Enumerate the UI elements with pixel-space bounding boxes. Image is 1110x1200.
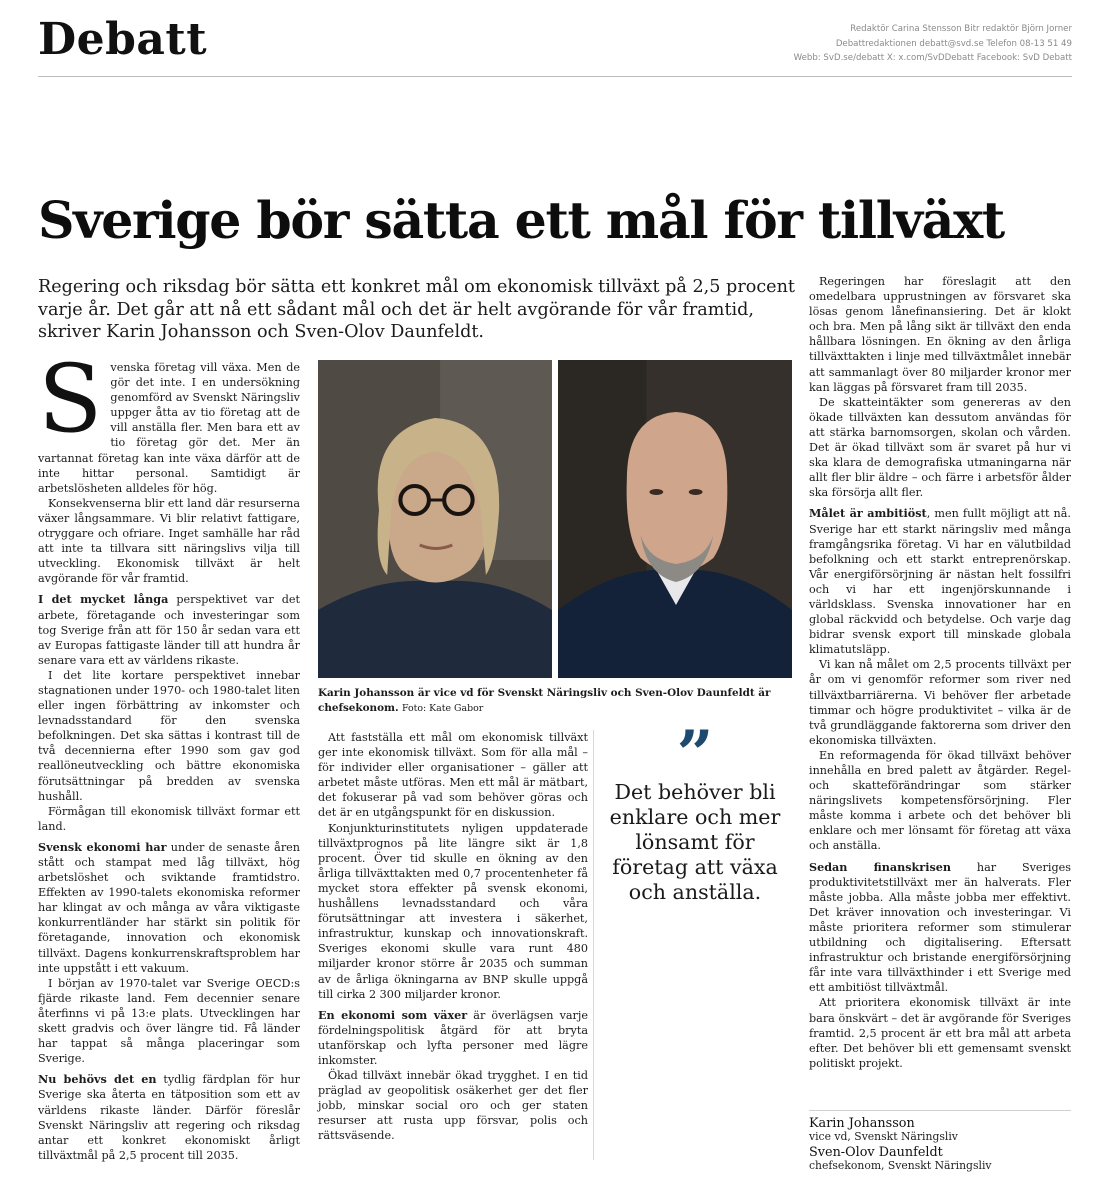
drop-cap: S (38, 345, 103, 454)
portrait-man-illustration (558, 360, 792, 678)
article-ingress: Regering och riksdag bör sätta ett konkret mål om ekonomisk tillväxt på 2,5 procent varje år. Det går att nå ett sådant mål och det är helt avgörande för vår framtid, skriver Karin Johansson och Sven-Olov Daunfeldt. (38, 277, 795, 342)
pull-quote-text: Det behöver bli enklare och mer lönsamt för företag att växa och anställa. (609, 780, 781, 904)
body-paragraph: Ökad tillväxt innebär ökad trygghet. I en tid präglad av geopolitisk osäkerhet ger det fler jobb, minskar social oro och ger staten resurser att rusta upp försvar, polis och rättsväsende. (318, 1069, 588, 1143)
body-paragraph: I det mycket långa perspektivet var det arbete, företagande och investeringar som tog Sverige från att för 150 år sedan vara ett av Europas fattigaste länder till att hundra år senare vara ett av världens rikaste. (38, 592, 300, 667)
column-divider (593, 730, 594, 1160)
body-paragraph: Vi kan nå målet om 2,5 procents tillväxt per år om vi genomför reformer som river ned tillväxtbarriärerna. Vi behöver fler arbetade timmar och högre produktivitet – vilka är de två grundläggande faktorerna som driver den ekonomiska tillväxten. (809, 658, 1071, 747)
article-headline: Sverige bör sätta ett mål för tillväxt (38, 191, 1004, 250)
body-paragraph: En reformagenda för ökad tillväxt behöver innehålla en bred palett av åtgärder. Regel- och skatteförändringar som stärker näringslivets kompetensförsörjning. Fler måste komma i arbete och det behöver bli enklare och mer lönsamt för företag att växa och anställa. (809, 748, 1071, 853)
body-paragraph: Svenska företag vill växa. Men de gör det inte. I en undersökning genomförd av Svenskt Näringsliv uppger åtta av tio företag att de vill anställa fler. Men bara ett av tio företag gör det. Mer än vartannat företag kan inte växa därför att de inte hittar personal. Samtidigt är arbetslösheten alldeles för hög. (38, 345, 300, 495)
body-paragraph: Målet är ambitiöst, men fullt möjligt att nå. Sverige har ett starkt näringsliv med många framgångsrika företag. Vi har en välutbildad befolkning och ett starkt entreprenörskap. Vår energiförsörjning är nästan helt fossilfri och vi har ett ingenjörskunnande i världsklass. Svenska innovationer har en global räckvidd och betydelse. Och varje dag bidrar svensk export till minskade globala klimatutsläpp. (809, 506, 1071, 657)
body-paragraph: De skatteintäkter som genereras av den ökade tillväxten kan dessutom användas för att stärka barnomsorgen, skolan och vården. Det är ökad tillväxt som är svaret på hur vi ska klara de demografiska utmaningarna när allt fler blir äldre – och färre i arbetsför ålder ska försörja allt fler. (809, 395, 1071, 500)
photo-sven-olov-daunfeldt (558, 360, 792, 678)
author-title: vice vd, Svenskt Näringsliv (809, 1130, 958, 1143)
body-paragraph: I det lite kortare perspektivet innebar stagnationen under 1970- och 1980-talet liten eller ingen förbättring av inkomster och levnadsstandard för den svenska befolkningen. Det ska sättas i kontrast till de två decennierna efter 1990 som gav god reallöneutveckling och bättre ekonomiska förutsättningar på bredden av svenska hushåll. (38, 668, 300, 803)
body-paragraph: Regeringen har föreslagit att den omedelbara upprustningen av försvaret ska lösas genom lånefinansiering. Det är klokt och bra. Men på lång sikt är tillväxt den enda hållbara lösningen. En ökning av den årliga tillväxttakten i linje med tillväxtmålet innebär att sammanlagt över 80 miljarder kronor mer kan läggas på försvaret fram till 2035. (809, 275, 1071, 394)
photo-karin-johansson (318, 360, 552, 678)
article-column-1 (38, 345, 301, 1163)
body-paragraph: En ekonomi som växer är överlägsen varje fördelningspolitisk åtgärd för att bryta utanförskap och lyfta personer med lägre inkomster. (318, 1007, 588, 1067)
photo-credit: Foto: Kate Gabor (401, 703, 484, 714)
paragraph-lead: Nu behövs det en (38, 1072, 157, 1087)
body-paragraph: Nu behövs det en tydlig färdplan för hur Sverige ska återta en tätposition som ett av världens rikaste länder. Därför föreslår Svenskt Näringsliv att regering och riksdag antar ett konkret ekonomiskt årligt tillväxtmål på 2,5 procent till 2035. (38, 1072, 301, 1162)
author-title: chefsekonom, Svenskt Näringsliv (809, 1158, 992, 1172)
editorial-social-line: Webb: SvD.se/debatt X: x.com/SvDDebatt Facebook: SvD Debatt (793, 53, 1072, 63)
body-paragraph: Sedan finanskrisen har Sveriges produktivitetstillväxt mer än halverats. Fler måste jobba. Alla måste jobba mer effektivt. Det kräver innovation och investeringar. Vi måste prioritera reformer som stimulerar utbildning och digitalisering. Eftersatt infrastruktur och bristande energiförsörjning får inte vara tillväxthinder i ett Sverige med ett ambitiöst tillväxtmål. (809, 859, 1071, 995)
article-column-3 (809, 274, 1071, 1071)
portrait-woman-illustration (318, 360, 552, 678)
body-paragraph: Att prioritera ekonomisk tillväxt är inte bara önskvärt – det är avgörande för Sveriges framtid. 2,5 procent är ett bra mål att arbeta efter. Det behöver bli ett gemensamt svenskt politiskt projekt. (809, 996, 1071, 1070)
author-name: Sven-Olov Daunfeldt (809, 1144, 943, 1160)
masthead-divider (38, 76, 1072, 77)
pull-quote (598, 717, 792, 905)
caption-text: Karin Johansson är vice vd för Svenskt Näringsliv och Sven-Olov Daunfeldt är chefsekonom. (318, 687, 771, 714)
section-masthead: Debatt (38, 14, 208, 65)
author-name: Karin Johansson (809, 1116, 915, 1131)
body-paragraph: Svensk ekonomi har under de senaste åren stått och stampat med låg tillväxt, hög arbetslöshet och sviktande framtidstro. Effekten av 1990-talets ekonomiska reformer har klingat av och många av våra viktigaste konkurrentländer har stärkt sin politik för företagande, innovation och ekonomisk tillväxt. Dagens konkurrenskraftsproblem har inte uppstått i ett vakuum. (38, 839, 300, 975)
editorial-staff-line: Redaktör Carina Stensson Bitr redaktör Björn Jorner (850, 24, 1072, 34)
signature-divider (809, 1110, 1071, 1111)
body-paragraph: Konsekvenserna blir ett land där resurserna växer långsammare. Vi blir relativt fattigare, otryggare och ofriare. Inget samhälle har råd att inte ta tillvara sitt näringslivs vilja till utveckling. Ekonomisk tillväxt är helt avgörande för vår framtid. (38, 496, 300, 586)
paragraph-lead: Målet är ambitiöst (809, 506, 927, 521)
body-paragraph: Förmågan till ekonomisk tillväxt formar ett land. (38, 804, 300, 833)
body-paragraph: Konjunkturinstitutets nyligen uppdaterade tillväxtprognos på lite längre sikt är 1,8 procent. Över tid skulle en ökning av den årliga tillväxttakten med 0,7 procentenheter få mycket stora effekter på svensk ekonomi, hushållens levnadsstandard och våra förutsättningar att investera i säkerhet, infrastruktur, kunskap och innovationskraft. Sveriges ekonomi skulle vara runt 480 miljarder kronor större år 2035 och summan av de årliga ökningarna av BNP skulle uppgå till cirka 2 300 miljarder kronor. (318, 821, 588, 1001)
author-photo (318, 360, 792, 678)
paragraph-lead: Svensk ekonomi har (38, 839, 167, 854)
editorial-contact-line: Debattredaktionen debatt@svd.se Telefon 08-13 51 49 (835, 38, 1072, 49)
paragraph-lead: En ekonomi som växer (318, 1007, 468, 1022)
paragraph-lead: I det mycket långa (38, 592, 169, 607)
editorial-info (712, 22, 1072, 66)
photo-caption (318, 686, 792, 716)
body-paragraph: Att fastställa ett mål om ekonomisk tillväxt ger inte ekonomisk tillväxt. Som för alla mål – för individer eller organisationer – gäller att arbetet måste utföras. Men ett mål är mätbart, det fokuserar på vad som behöver göras och det är en utgångspunkt för en diskussion. (318, 731, 588, 820)
author-signature (809, 1110, 1071, 1174)
body-paragraph: I början av 1970-talet var Sverige OECD:s fjärde rikaste land. Fem decennier senare återfinns vi på 13:e plats. Utvecklingen har skett gradvis och över längre tid. Få länder har tappat så många placeringar som Sverige. (38, 976, 300, 1066)
article-column-2 (318, 730, 588, 1144)
quote-mark-icon: ” (676, 717, 714, 792)
paragraph-lead: Sedan finanskrisen (809, 859, 951, 874)
